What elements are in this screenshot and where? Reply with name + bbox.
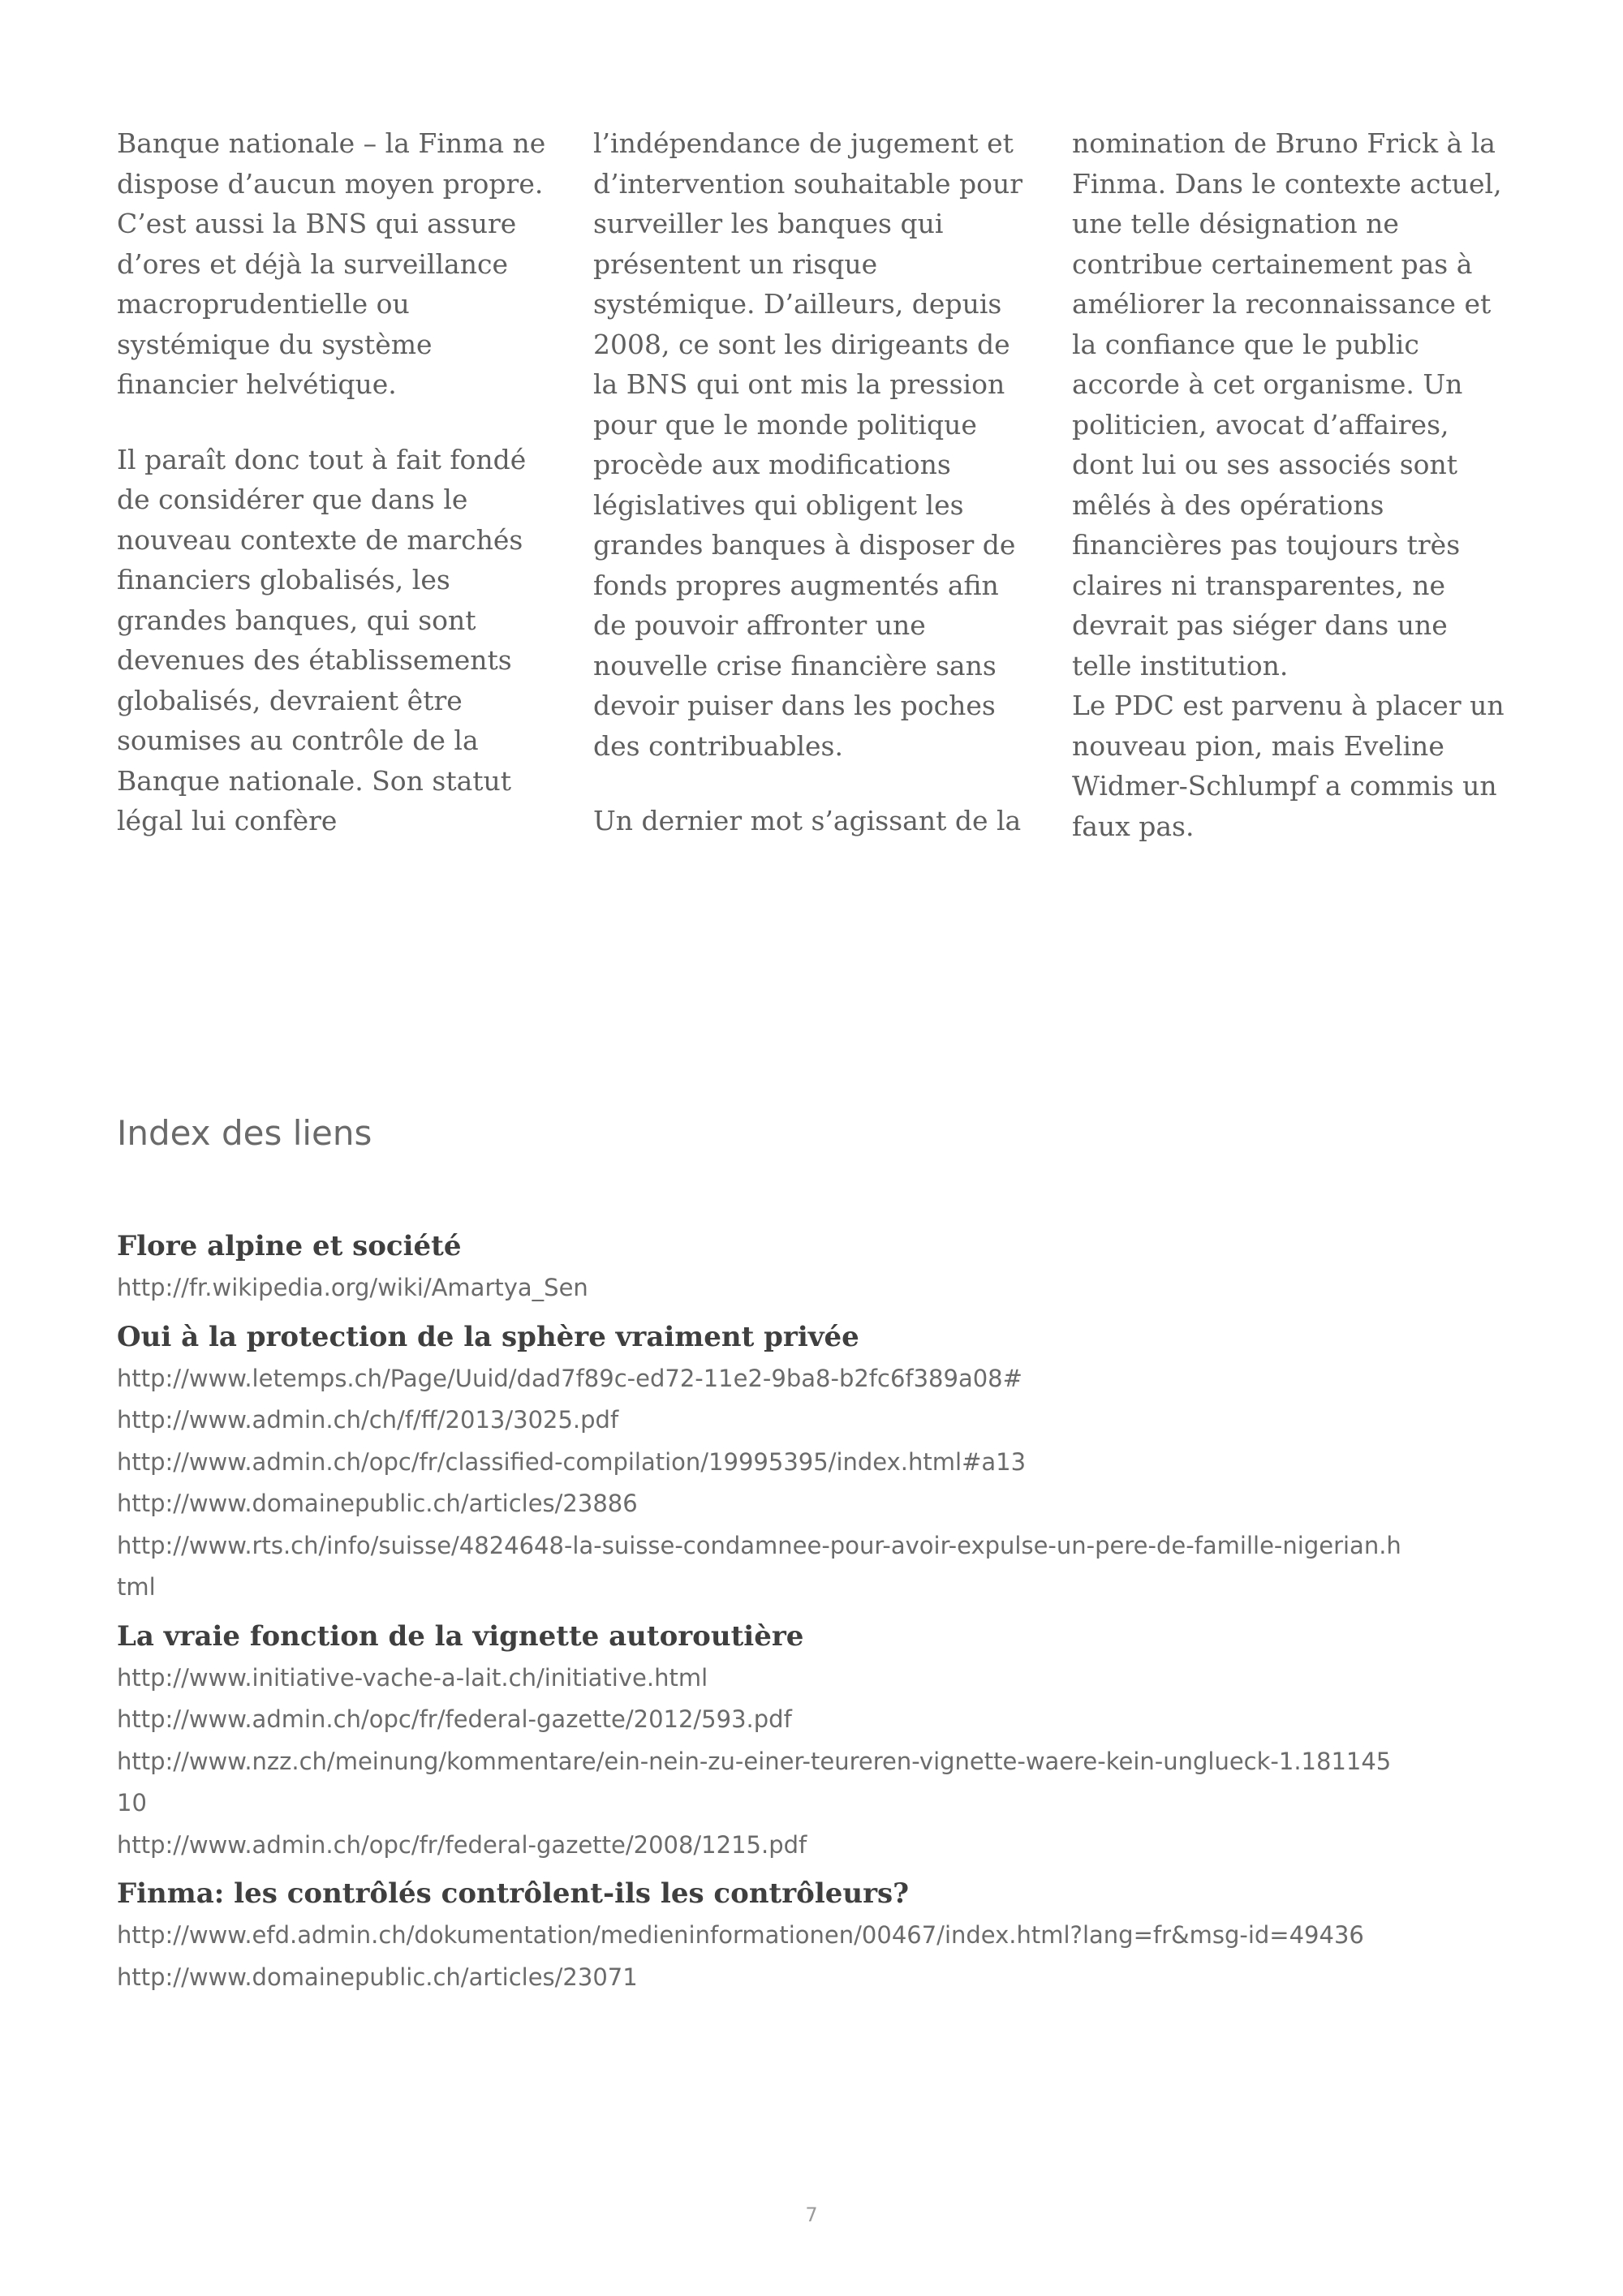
paragraph bbox=[593, 123, 1031, 766]
text-line: devenues des établissements bbox=[117, 644, 512, 676]
text-line: l’indépendance de jugement et bbox=[593, 127, 1014, 159]
index-link[interactable]: tml bbox=[117, 1573, 156, 1601]
text-line: Banque nationale – la Finma ne bbox=[117, 127, 546, 159]
link-index bbox=[117, 1225, 1521, 2005]
article-column-3 bbox=[1072, 123, 1510, 846]
text-line: Un dernier mot s’agissant de la bbox=[593, 805, 1022, 836]
text-line: dont lui ou ses associés sont bbox=[1072, 449, 1458, 480]
text-line: nomination de Bruno Frick à la bbox=[1072, 127, 1496, 159]
article-columns bbox=[117, 123, 1517, 853]
index-link[interactable]: http://www.nzz.ch/meinung/kommentare/ein-nein-zu-einer-teureren-vignette-waere-kein-unglueck-1.181145 bbox=[117, 1747, 1392, 1775]
text-line: faux pas. bbox=[1072, 810, 1195, 842]
index-link[interactable]: http://www.domainepublic.ch/articles/23071 bbox=[117, 1963, 638, 1991]
index-link[interactable]: http://www.admin.ch/ch/f/ff/2013/3025.pdf bbox=[117, 1406, 619, 1434]
text-line: claires ni transparentes, ne bbox=[1072, 569, 1446, 601]
index-section bbox=[117, 1316, 1521, 1609]
text-line: soumises au contrôle de la bbox=[117, 724, 479, 756]
index-link[interactable]: http://www.initiative-vache-a-lait.ch/initiative.html bbox=[117, 1663, 708, 1692]
text-line: mêlés à des opérations bbox=[1072, 488, 1384, 521]
text-line: devoir puiser dans les poches bbox=[593, 690, 996, 721]
index-section bbox=[117, 1225, 1521, 1309]
text-line: nouveau pion, mais Eveline bbox=[1072, 729, 1444, 762]
index-link[interactable]: http://www.admin.ch/opc/fr/federal-gazette/2012/593.pdf bbox=[117, 1705, 792, 1733]
text-line: pour que le monde politique bbox=[593, 408, 977, 441]
text-line: dispose d’aucun moyen propre. bbox=[117, 167, 544, 200]
text-line: améliorer la reconnaissance et bbox=[1072, 288, 1492, 320]
text-line: Il paraît donc tout à fait fondé bbox=[117, 443, 527, 475]
text-line: macroprudentielle ou bbox=[117, 288, 410, 320]
text-line: Banque nationale. Son statut bbox=[117, 764, 512, 797]
article-column-1 bbox=[117, 123, 555, 841]
text-line: Finma. Dans le contexte actuel, bbox=[1072, 167, 1502, 200]
text-line: grandes banques, qui sont bbox=[117, 604, 476, 636]
index-link[interactable]: http://www.admin.ch/opc/fr/federal-gazette/2008/1215.pdf bbox=[117, 1830, 807, 1859]
paragraph bbox=[117, 123, 555, 405]
text-line: nouvelle crise financière sans bbox=[593, 649, 997, 681]
section-title: La vraie fonction de la vignette autoroutière bbox=[117, 1619, 804, 1653]
paragraph-gap bbox=[593, 766, 1031, 801]
section-title: Finma: les contrôlés contrôlent-ils les contrôleurs? bbox=[117, 1877, 910, 1910]
text-line: Le PDC est parvenu à placer un bbox=[1072, 690, 1505, 721]
text-line: financier helvétique. bbox=[117, 368, 397, 400]
text-line: de pouvoir affronter une bbox=[593, 609, 926, 641]
text-line: nouveau contexte de marchés bbox=[117, 523, 523, 556]
index-link[interactable]: 10 bbox=[117, 1789, 147, 1817]
text-line: contribue certainement pas à bbox=[1072, 247, 1473, 280]
text-line: globalisés, devraient être bbox=[117, 684, 463, 716]
text-line: grandes banques à disposer de bbox=[593, 529, 1016, 561]
text-line: politicien, avocat d’affaires, bbox=[1072, 408, 1449, 441]
text-line: légal lui confère bbox=[117, 805, 338, 836]
paragraph bbox=[117, 440, 555, 841]
index-link[interactable]: http://www.domainepublic.ch/articles/23886 bbox=[117, 1490, 638, 1517]
text-line: d’intervention souhaitable pour bbox=[593, 167, 1023, 200]
index-link[interactable]: http://fr.wikipedia.org/wiki/Amartya_Sen bbox=[117, 1274, 588, 1301]
index-link[interactable]: http://www.letemps.ch/Page/Uuid/dad7f89c-ed72-11e2-9ba8-b2fc6f389a08# bbox=[117, 1364, 1022, 1392]
text-line: systémique du système bbox=[117, 328, 433, 360]
index-section bbox=[117, 1615, 1521, 1867]
text-line: devrait pas siéger dans une bbox=[1072, 609, 1448, 641]
paragraph-gap bbox=[117, 405, 555, 440]
index-section bbox=[117, 1872, 1521, 1998]
text-line: C’est aussi la BNS qui assure bbox=[117, 208, 517, 239]
text-line: systémique. D’ailleurs, depuis bbox=[593, 288, 1002, 320]
text-line: fonds propres augmentés afin bbox=[593, 569, 999, 601]
article-column-2 bbox=[593, 123, 1031, 841]
paragraph bbox=[593, 801, 1031, 841]
text-line: Widmer-Schlumpf a commis un bbox=[1072, 770, 1497, 802]
text-line: des contribuables. bbox=[593, 729, 843, 762]
text-line: procède aux modifications bbox=[593, 449, 951, 480]
text-line: d’ores et déjà la surveillance bbox=[117, 247, 508, 280]
index-link[interactable]: http://www.admin.ch/opc/fr/classified-compilation/19995395/index.html#a13 bbox=[117, 1447, 1027, 1476]
text-line: telle institution. bbox=[1072, 649, 1289, 681]
index-link[interactable]: http://www.efd.admin.ch/dokumentation/medieninformationen/00467/index.html?lang=fr&msg-id=49436 bbox=[117, 1921, 1364, 1949]
section-title: Flore alpine et société bbox=[117, 1230, 462, 1262]
text-line: présentent un risque bbox=[593, 247, 878, 280]
text-line: la BNS qui ont mis la pression bbox=[593, 368, 1005, 400]
paragraph bbox=[1072, 123, 1510, 846]
text-line: financiers globalisés, les bbox=[117, 564, 450, 595]
index-link[interactable]: http://www.rts.ch/info/suisse/4824648-la-suisse-condamnee-pour-avoir-expulse-un-pere-de-famille-nigerian.h bbox=[117, 1531, 1401, 1559]
text-line: surveiller les banques qui bbox=[593, 208, 944, 239]
page-number: 7 bbox=[805, 2204, 818, 2226]
text-line: une telle désignation ne bbox=[1072, 208, 1399, 239]
text-line: la confiance que le public bbox=[1072, 328, 1419, 360]
index-title: Index des liens bbox=[117, 1113, 372, 1153]
text-line: 2008, ce sont les dirigeants de bbox=[593, 328, 1010, 360]
text-line: législatives qui obligent les bbox=[593, 488, 964, 521]
text-line: accorde à cet organisme. Un bbox=[1072, 368, 1463, 400]
text-line: de considérer que dans le bbox=[117, 484, 468, 515]
section-title: Oui à la protection de la sphère vraiment privée bbox=[117, 1320, 859, 1353]
text-line: financières pas toujours très bbox=[1072, 529, 1461, 561]
